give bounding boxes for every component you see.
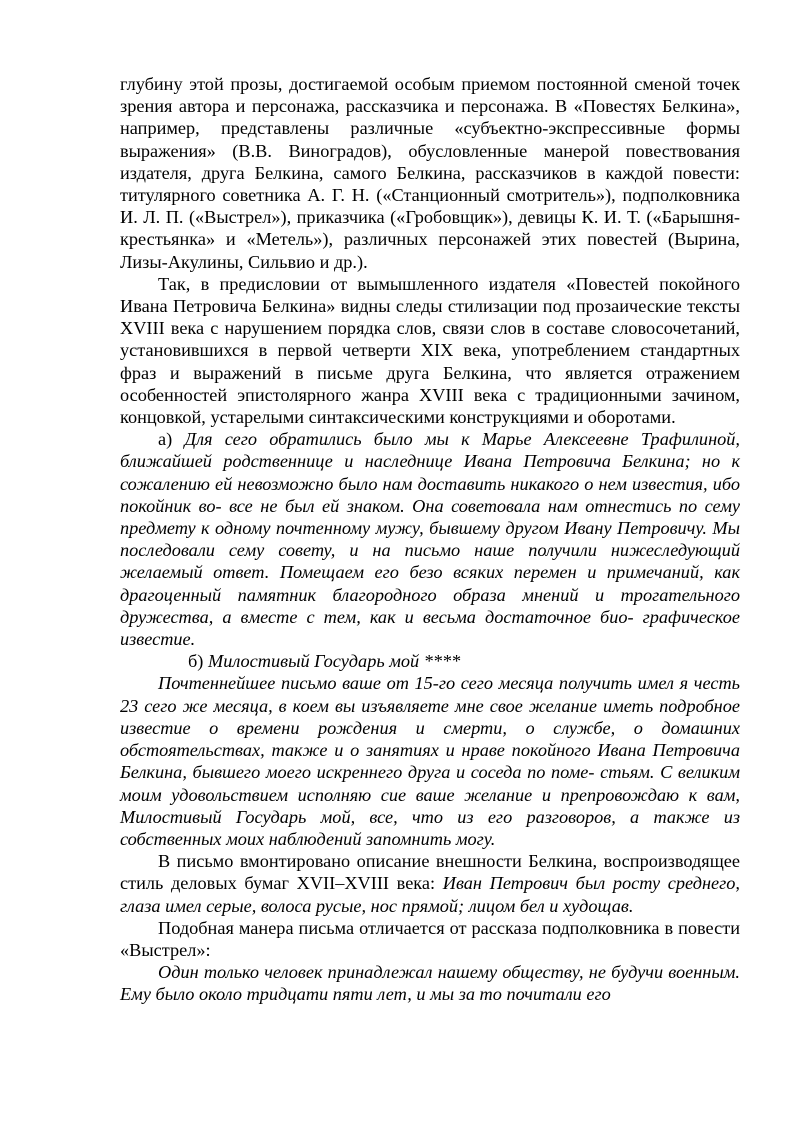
- text-run: глубину этой прозы, достигаемой особым приемом постоянной сменой точек зрения автора и персонажа, рассказчика и персонажа. В «Повестях Белкина», например, представлены различные «субъектно-экспрессивные формы выражения» (В.В. Виноградов), обусловленные манерой повествования издателя, друга Белкина, самого Белкина, рассказчиков в каждой повести: титулярного советника А. Г. Н. («Станционный смотритель»), подполковника И. Л. П. («Выстрел»), приказчика («Гробовщик»), девицы К. И. Т. («Барышня-крестьянка» и «Метель»), различных персонажей этих повестей (Вырина, Лизы-Акулины, Сильвио и др.).: [120, 74, 740, 272]
- paragraph-vystrel-intro: [120, 917, 740, 961]
- paragraph-belkin-description: [120, 850, 740, 917]
- quote-text: Для сего обратились было мы к Марье Алексеевне Трафилиной, ближайшей родственнице и наследнице Ивана Петровича Белкина; но к сожалению ей невозможно было нам доставить никакого о нем известия, ибо покойник во- все не был ей знаком. Она советовала нам отнестись по сему предмету к одному почтенному мужу, бывшему другом Ивану Петровичу. Мы последовали сему совету, и на письмо наше получили нижеследующий желаемый ответ. Помещаем его безо всяких перемен и примечаний, как драгоценный памятник благородного образа мнений и трогательного дружества, а вместе с тем, как и весьма достаточное био- графическое известие.: [120, 429, 740, 650]
- paragraph-letter-salutation: [120, 650, 740, 672]
- paragraph-vystrel-quote: [120, 961, 740, 1005]
- paragraph-preface-stylization: [120, 273, 740, 428]
- quote-text: Почтеннейшее письмо ваше от 15-го сего месяца получить имел я честь 23 сего же месяца, в коем вы изъявляете мне свое желание иметь подробное известие о времени рождения и смерти, о службе, о домашних обстоятельствах, также и о занятиях и нраве покойного Ивана Петровича Белкина, бывшего моего искреннего друга и соседа по поме- стьям. С великим моим удовольствием исполняю сие ваше желание и препровождаю к вам, Милостивый Государь мой, все, что из его разговоров, а также из собственных моих наблюдений запомнить могу.: [120, 673, 740, 849]
- quote-text: Иван Петрович был росту среднего, глаза имел серые, волоса русые, нос прямой; лицом бел и худощав.: [120, 873, 740, 916]
- paragraph-quote-a: [120, 428, 740, 650]
- quote-text: Один только человек принадлежал нашему обществу, не будучи военным. Ему было около тридцати пяти лет, и мы за то почитали его: [120, 962, 740, 1005]
- text-run: В письмо вмонтировано описание внешности Белкина, воспроизводящее стиль деловых бумаг XVII–XVIII века:: [120, 851, 740, 894]
- paragraph-intro-continuation: [120, 73, 740, 273]
- list-marker: б): [188, 651, 208, 672]
- text-run: Так, в предисловии от вымышленного издателя «Повестей покойного Ивана Петровича Белкина» видны следы стилизации под прозаические тексты XVIII века с нарушением порядка слов, связи слов в составе словосочетаний, установившихся в первой четверти XIX века, употреблением стандартных фраз и выражений в письме друга Белкина, что является отражением особенностей эпистолярного жанра XVIII века с традиционными зачином, концовкой, устарелыми синтаксическими конструкциями и оборотами.: [120, 273, 740, 428]
- text-run: Подобная манера письма отличается от рассказа подполковника в повести «Выстрел»:: [120, 917, 740, 960]
- paragraph-letter-body: [120, 672, 740, 850]
- salutation-text: Милостивый Государь мой ****: [207, 651, 461, 672]
- list-marker: а): [158, 429, 185, 450]
